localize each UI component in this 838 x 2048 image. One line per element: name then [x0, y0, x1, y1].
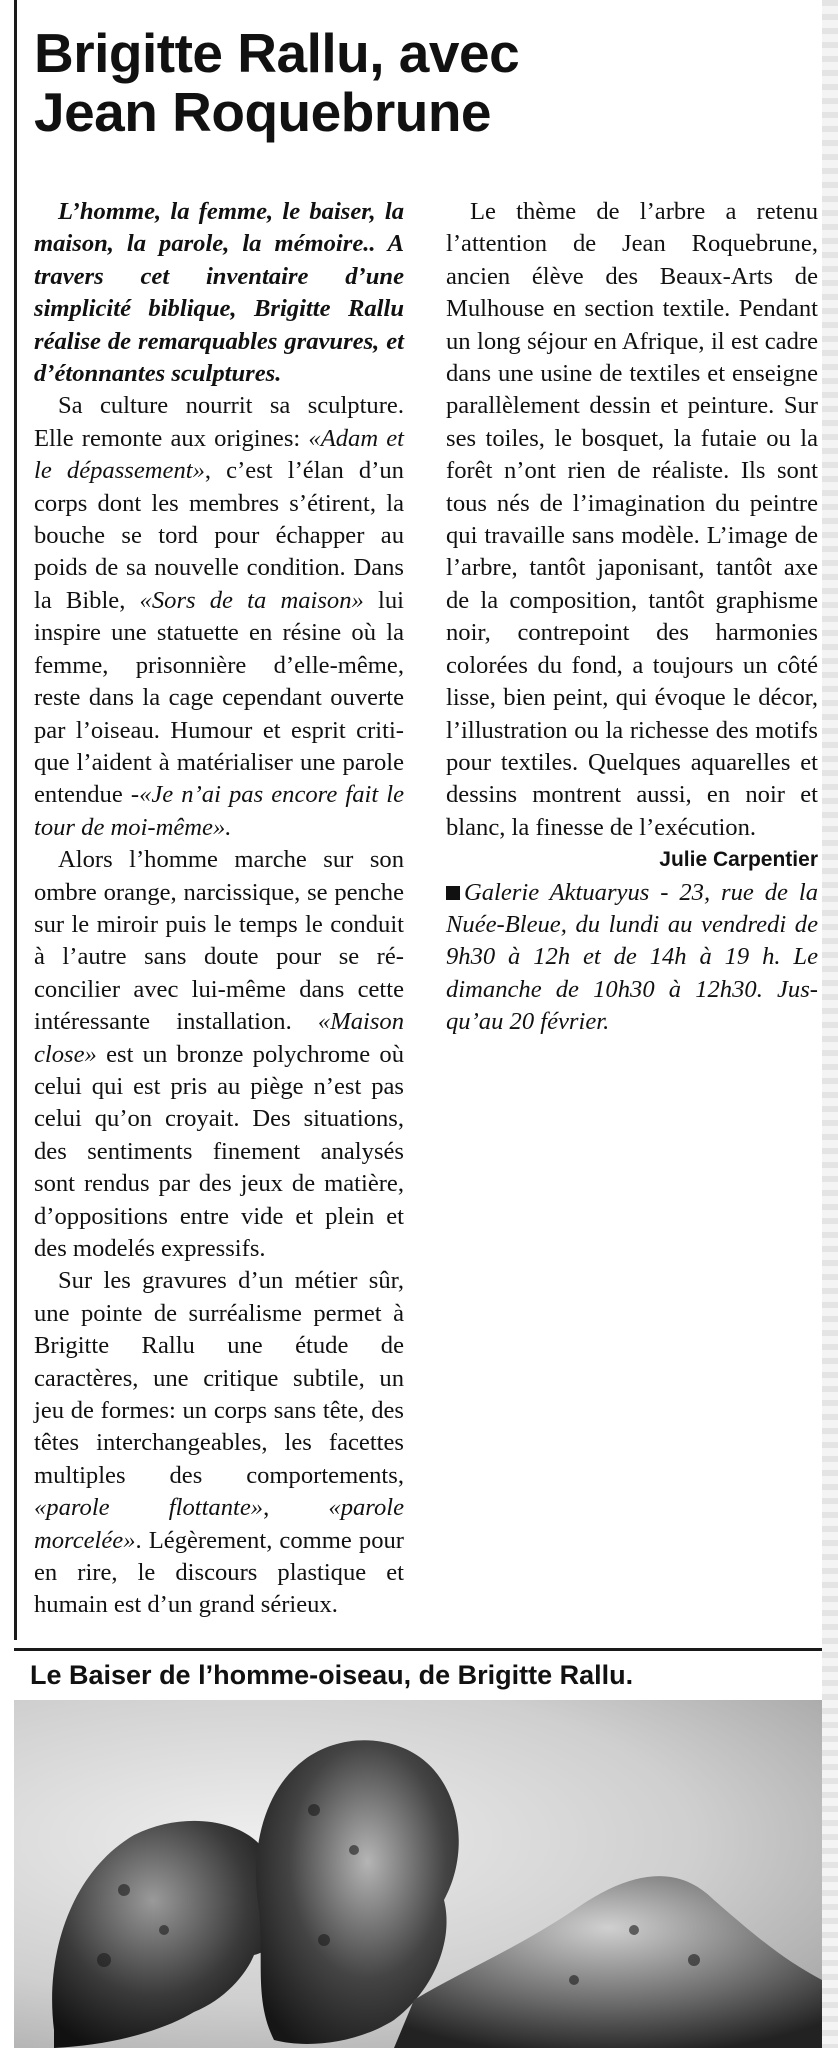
p2-quote-maison: «Maison close»	[34, 1008, 404, 1068]
p1-text-a: Sa culture nourrit sa sculpture. Elle remonte aux origines:	[34, 392, 404, 452]
sculpture-photo	[14, 1700, 822, 2048]
p2-text-c: est un bronze polychrome où celui qui est pris au piège n’est pas celui qu’on croyait. Des situations, des sentiments finement analysés sont rendus par des jeux de matière, d’oppositions entre vide et plein et des modelés expressifs.	[34, 1040, 404, 1262]
p2-text-a: Alors l’homme marche sur son ombre orange, narcissique, se penche sur le miroir puis le temps le conduit à l’autre sans doute pour se réconcilier avec lui-même dans cette intéressante installation.	[34, 846, 404, 1036]
sculpture-illustration	[14, 1700, 822, 2048]
article-lead: L’homme, la femme, le baiser, la maison, la parole, la mémoire.. A travers cet inventaire d’une simplicité biblique, Brigitte Rallu réalise de remarquables gravures, et d’étonnantes sculptures.	[34, 198, 404, 388]
photo-caption: Le Baiser de l’homme-oiseau, de Brigitte Rallu.	[30, 1660, 634, 1690]
p3-text-end: . Légèrement, comme pour en rire, le discours plastique et humain est d’un grand sérieux.	[34, 1526, 404, 1619]
p1-quote-moi: «Je n’ai pas encore fait le tour de moi-même».	[34, 781, 404, 841]
p1-text-c: , c’est l’élan d’un corps dont les membres s’étirent, la bouche se tord pour échapper au poids de sa nouvelle condition. Dans la Bible,	[34, 457, 404, 614]
bullet-square-icon	[446, 886, 460, 900]
p1-quote-sors: «Sors de ta maison»	[139, 586, 364, 614]
column-rule	[14, 0, 17, 1640]
caption-divider	[14, 1648, 822, 1651]
p1-quote-adam: «Adam et le dépassement»	[34, 424, 404, 485]
exhibition-info	[446, 877, 818, 1039]
exhibition-info-text: Galerie Aktuaryus - 23, rue de la Nuée-Bleue, du lundi au vendredi de 9h30 à 12h et de 14h à 19 h. Le dimanche de 10h30 à 12h30. Jusqu’au 20 février.	[446, 878, 818, 1036]
paragraph-4: Le thème de l’arbre a retenu l’attention de Jean Roquebrune, ancien élève des Beaux-Arts de Mulhouse en section textile. Pendant un long séjour en Afrique, il est cadre dans une usine de textiles et enseigne parallèlement dessin et peinture. Sur ses toiles, le bosquet, la futaie ou la forêt n’ont rien de réaliste. Ils sont tous nés de l’imagination du peintre qui travaille sans modèle. L’image de l’arbre, tantôt japonisant, tantôt axe de la composition, tantôt graphisme noir, contrepoint des harmonies colorées du fond, a toujours un côté lisse, bien peint, qui évoque le décor, l’illustration ou la richesse des motifs pour textiles. Quelques aquarelles et dessins montrent aussi, en noir et blanc, la finesse de l’exécution.	[446, 198, 818, 841]
column-right	[446, 196, 818, 1039]
p3-text: Sur les gravures d’un métier sûr, une pointe de surréalisme permet à Brigitte Rallu une étude de caractères, une critique subtile, un jeu de formes: un corps sans tête, des têtes interchangeables, les facettes multiples des comportements,	[34, 1267, 404, 1489]
p3-sep: ,	[263, 1494, 329, 1522]
article-title	[34, 24, 814, 142]
p1-text-e: lui inspire une statuette en résine où la femme, prisonnière d’elle-même, reste dans la cage cependant ouverte par l’oiseau. Humour et esprit critique l’aident à matérialiser une parole entendue -	[34, 586, 404, 809]
paragraph-1	[34, 390, 404, 844]
author-signature: Julie Carpentier	[659, 848, 818, 872]
paragraph-2	[34, 844, 404, 1265]
paragraph-3-start	[34, 1265, 404, 1621]
page-bleed-through	[822, 0, 838, 2048]
title-line-2: Jean Roquebrune	[34, 81, 492, 143]
p3-quote-morcelee: «parole morcelée»	[34, 1494, 405, 1554]
p3-quote-flottante: «parole flottante»	[34, 1494, 264, 1522]
title-line-1: Brigitte Rallu, avec	[34, 22, 520, 84]
column-left	[34, 196, 404, 1622]
